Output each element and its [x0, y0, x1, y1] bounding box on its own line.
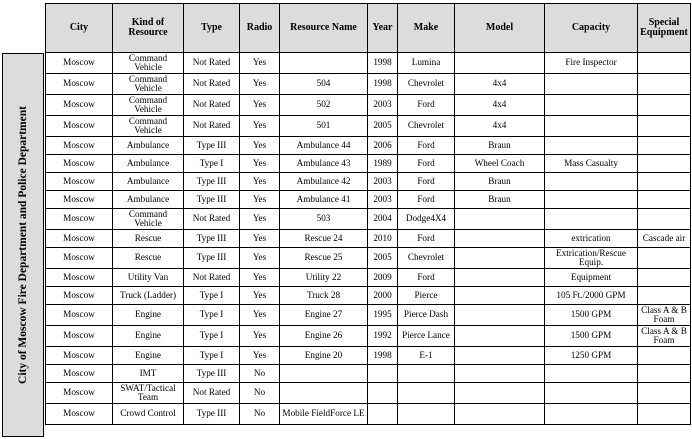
special-equipment-cell: [638, 173, 691, 191]
type-cell: Type I: [184, 287, 240, 305]
radio-cell: Yes: [240, 137, 280, 155]
special-equipment-cell: [638, 209, 691, 230]
table-row: [46, 347, 691, 365]
year-cell: 1989: [368, 155, 398, 173]
year-cell: [368, 365, 398, 383]
capacity-cell: 1500 GPM: [545, 305, 638, 326]
radio-cell: Yes: [240, 209, 280, 230]
capacity-cell: Equipment: [545, 269, 638, 287]
table-row: [46, 209, 691, 230]
special-equipment-cell: [638, 347, 691, 365]
make-cell: Pierce Lance: [398, 326, 455, 347]
year-cell: 1998: [368, 74, 398, 95]
kind-cell: Truck (Ladder): [113, 287, 184, 305]
capacity-cell: [545, 209, 638, 230]
radio-cell: Yes: [240, 287, 280, 305]
make-cell: Ford: [398, 269, 455, 287]
table-row: [46, 116, 691, 137]
table-row: [46, 404, 691, 425]
resource-name-cell: Ambulance 44: [280, 137, 368, 155]
special-equipment-cell: [638, 383, 691, 404]
type-cell: Type III: [184, 248, 240, 269]
resource-name-cell: Rescue 24: [280, 230, 368, 248]
radio-cell: No: [240, 383, 280, 404]
year-cell: 2000: [368, 287, 398, 305]
type-cell: Not Rated: [184, 383, 240, 404]
special-equipment-cell: [638, 137, 691, 155]
model-cell: 4x4: [455, 95, 545, 116]
city-cell: Moscow: [46, 137, 113, 155]
year-cell: 1998: [368, 53, 398, 74]
type-cell: Type I: [184, 305, 240, 326]
model-cell: 4x4: [455, 74, 545, 95]
capacity-cell: [545, 116, 638, 137]
model-cell: [455, 326, 545, 347]
special-equipment-cell: [638, 269, 691, 287]
city-cell: Moscow: [46, 305, 113, 326]
model-cell: [455, 287, 545, 305]
model-cell: [455, 209, 545, 230]
make-cell: Ford: [398, 230, 455, 248]
radio-cell: Yes: [240, 269, 280, 287]
make-cell: Ford: [398, 137, 455, 155]
city-cell: Moscow: [46, 347, 113, 365]
make-cell: Pierce: [398, 287, 455, 305]
city-cell: Moscow: [46, 155, 113, 173]
capacity-cell: [545, 191, 638, 209]
model-cell: [455, 53, 545, 74]
radio-cell: No: [240, 404, 280, 425]
type-cell: Not Rated: [184, 209, 240, 230]
year-cell: [368, 404, 398, 425]
special-equipment-cell: [638, 248, 691, 269]
radio-cell: Yes: [240, 305, 280, 326]
model-cell: [455, 404, 545, 425]
model-cell: [455, 248, 545, 269]
year-cell: 1992: [368, 326, 398, 347]
kind-cell: Crowd Control: [113, 404, 184, 425]
resource-name-cell: Rescue 25: [280, 248, 368, 269]
col-header-make: Make: [398, 4, 455, 53]
special-equipment-cell: [638, 74, 691, 95]
table-row: [46, 383, 691, 404]
table-body: [46, 53, 691, 425]
resource-name-cell: Ambulance 43: [280, 155, 368, 173]
resource-name-cell: 504: [280, 74, 368, 95]
special-equipment-cell: Cascade air: [638, 230, 691, 248]
type-cell: Type III: [184, 404, 240, 425]
col-header-radio: Radio: [240, 4, 280, 53]
table-row: [46, 155, 691, 173]
special-equipment-cell: Class A & B Foam: [638, 326, 691, 347]
resource-name-cell: Truck 28: [280, 287, 368, 305]
table-row: [46, 365, 691, 383]
kind-cell: Command Vehicle: [113, 116, 184, 137]
capacity-cell: Mass Casualty: [545, 155, 638, 173]
col-header-city: City: [46, 4, 113, 53]
table-row: [46, 287, 691, 305]
year-cell: 2004: [368, 209, 398, 230]
city-cell: Moscow: [46, 326, 113, 347]
make-cell: [398, 383, 455, 404]
year-cell: 2009: [368, 269, 398, 287]
year-cell: 2010: [368, 230, 398, 248]
special-equipment-cell: [638, 95, 691, 116]
resource-name-cell: Utility 22: [280, 269, 368, 287]
resource-name-cell: Engine 26: [280, 326, 368, 347]
radio-cell: Yes: [240, 173, 280, 191]
model-cell: Braun: [455, 137, 545, 155]
model-cell: [455, 383, 545, 404]
type-cell: Type III: [184, 230, 240, 248]
make-cell: Dodge4X4: [398, 209, 455, 230]
table-row: [46, 248, 691, 269]
resource-name-cell: Engine 20: [280, 347, 368, 365]
year-cell: 1995: [368, 305, 398, 326]
capacity-cell: Extrication/Rescue Equip.: [545, 248, 638, 269]
radio-cell: Yes: [240, 326, 280, 347]
resource-name-cell: 503: [280, 209, 368, 230]
radio-cell: Yes: [240, 95, 280, 116]
capacity-cell: [545, 74, 638, 95]
capacity-cell: [545, 404, 638, 425]
model-cell: Braun: [455, 191, 545, 209]
type-cell: Type III: [184, 137, 240, 155]
resource-name-cell: [280, 365, 368, 383]
radio-cell: Yes: [240, 155, 280, 173]
resource-name-cell: 501: [280, 116, 368, 137]
kind-cell: Engine: [113, 347, 184, 365]
make-cell: [398, 365, 455, 383]
table-row: [46, 269, 691, 287]
table-row: [46, 230, 691, 248]
type-cell: Not Rated: [184, 95, 240, 116]
city-cell: Moscow: [46, 95, 113, 116]
capacity-cell: [545, 383, 638, 404]
col-header-capacity: Capacity: [545, 4, 638, 53]
type-cell: Type III: [184, 173, 240, 191]
city-cell: Moscow: [46, 287, 113, 305]
model-cell: 4x4: [455, 116, 545, 137]
special-equipment-cell: [638, 191, 691, 209]
city-cell: Moscow: [46, 74, 113, 95]
special-equipment-cell: [638, 155, 691, 173]
city-cell: Moscow: [46, 404, 113, 425]
resource-name-cell: [280, 53, 368, 74]
make-cell: Ford: [398, 95, 455, 116]
type-cell: Type I: [184, 326, 240, 347]
col-header-model: Model: [455, 4, 545, 53]
city-cell: Moscow: [46, 173, 113, 191]
header-row: [46, 4, 691, 53]
special-equipment-cell: [638, 365, 691, 383]
kind-cell: Engine: [113, 305, 184, 326]
kind-cell: Ambulance: [113, 137, 184, 155]
make-cell: Ford: [398, 155, 455, 173]
kind-cell: Engine: [113, 326, 184, 347]
make-cell: Ford: [398, 173, 455, 191]
special-equipment-cell: Class A & B Foam: [638, 305, 691, 326]
table-row: [46, 53, 691, 74]
kind-cell: IMT: [113, 365, 184, 383]
radio-cell: Yes: [240, 191, 280, 209]
capacity-cell: 1500 GPM: [545, 326, 638, 347]
department-label-text: City of Moscow Fire Department and Police Department: [17, 106, 29, 384]
resource-name-cell: Engine 27: [280, 305, 368, 326]
table-row: [46, 326, 691, 347]
year-cell: 2006: [368, 137, 398, 155]
type-cell: Type I: [184, 155, 240, 173]
capacity-cell: Fire Inspector: [545, 53, 638, 74]
type-cell: Not Rated: [184, 269, 240, 287]
year-cell: 2005: [368, 248, 398, 269]
make-cell: Chevrolet: [398, 74, 455, 95]
year-cell: 1998: [368, 347, 398, 365]
col-header-resource-name: Resource Name: [280, 4, 368, 53]
capacity-cell: 105 Ft./2000 GPM: [545, 287, 638, 305]
col-header-special-equipment: Special Equipment: [638, 4, 691, 53]
model-cell: Wheel Coach: [455, 155, 545, 173]
kind-cell: Command Vehicle: [113, 53, 184, 74]
city-cell: Moscow: [46, 383, 113, 404]
make-cell: Ford: [398, 191, 455, 209]
city-cell: Moscow: [46, 191, 113, 209]
kind-cell: Rescue: [113, 248, 184, 269]
capacity-cell: extrication: [545, 230, 638, 248]
kind-cell: Rescue: [113, 230, 184, 248]
make-cell: Chevrolet: [398, 248, 455, 269]
city-cell: Moscow: [46, 209, 113, 230]
resource-name-cell: Mobile FieldForce LE: [280, 404, 368, 425]
model-cell: [455, 365, 545, 383]
capacity-cell: [545, 173, 638, 191]
radio-cell: Yes: [240, 347, 280, 365]
capacity-cell: [545, 95, 638, 116]
model-cell: [455, 230, 545, 248]
resource-name-cell: Ambulance 42: [280, 173, 368, 191]
resource-name-cell: Ambulance 41: [280, 191, 368, 209]
table-row: [46, 137, 691, 155]
kind-cell: SWAT/Tactical Team: [113, 383, 184, 404]
city-cell: Moscow: [46, 230, 113, 248]
model-cell: [455, 269, 545, 287]
radio-cell: Yes: [240, 230, 280, 248]
city-cell: Moscow: [46, 53, 113, 74]
capacity-cell: [545, 137, 638, 155]
type-cell: Type I: [184, 347, 240, 365]
type-cell: Type III: [184, 191, 240, 209]
table-row: [46, 173, 691, 191]
resource-name-cell: [280, 383, 368, 404]
year-cell: 2003: [368, 191, 398, 209]
resource-name-cell: 502: [280, 95, 368, 116]
radio-cell: Yes: [240, 53, 280, 74]
type-cell: Not Rated: [184, 53, 240, 74]
kind-cell: Command Vehicle: [113, 95, 184, 116]
table-row: [46, 74, 691, 95]
kind-cell: Ambulance: [113, 173, 184, 191]
kind-cell: Utility Van: [113, 269, 184, 287]
type-cell: Not Rated: [184, 74, 240, 95]
make-cell: Chevrolet: [398, 116, 455, 137]
col-header-type: Type: [184, 4, 240, 53]
resource-table: [45, 3, 691, 425]
kind-cell: Ambulance: [113, 191, 184, 209]
special-equipment-cell: [638, 404, 691, 425]
type-cell: Not Rated: [184, 116, 240, 137]
table-row: [46, 95, 691, 116]
city-cell: Moscow: [46, 365, 113, 383]
kind-cell: Ambulance: [113, 155, 184, 173]
kind-cell: Command Vehicle: [113, 209, 184, 230]
table-row: [46, 191, 691, 209]
year-cell: 2003: [368, 173, 398, 191]
table-row: [46, 305, 691, 326]
radio-cell: Yes: [240, 116, 280, 137]
radio-cell: Yes: [240, 248, 280, 269]
make-cell: Pierce Dash: [398, 305, 455, 326]
col-header-kind: Kind of Resource: [113, 4, 184, 53]
make-cell: [398, 404, 455, 425]
special-equipment-cell: [638, 53, 691, 74]
radio-cell: No: [240, 365, 280, 383]
department-side-label: [2, 53, 44, 437]
year-cell: 2003: [368, 95, 398, 116]
city-cell: Moscow: [46, 116, 113, 137]
year-cell: 2005: [368, 116, 398, 137]
radio-cell: Yes: [240, 74, 280, 95]
make-cell: Lumina: [398, 53, 455, 74]
type-cell: Type III: [184, 365, 240, 383]
model-cell: [455, 305, 545, 326]
capacity-cell: 1250 GPM: [545, 347, 638, 365]
col-header-year: Year: [368, 4, 398, 53]
capacity-cell: [545, 365, 638, 383]
city-cell: Moscow: [46, 269, 113, 287]
special-equipment-cell: [638, 287, 691, 305]
model-cell: [455, 347, 545, 365]
special-equipment-cell: [638, 116, 691, 137]
kind-cell: Command Vehicle: [113, 74, 184, 95]
model-cell: Braun: [455, 173, 545, 191]
city-cell: Moscow: [46, 248, 113, 269]
year-cell: [368, 383, 398, 404]
make-cell: E-1: [398, 347, 455, 365]
